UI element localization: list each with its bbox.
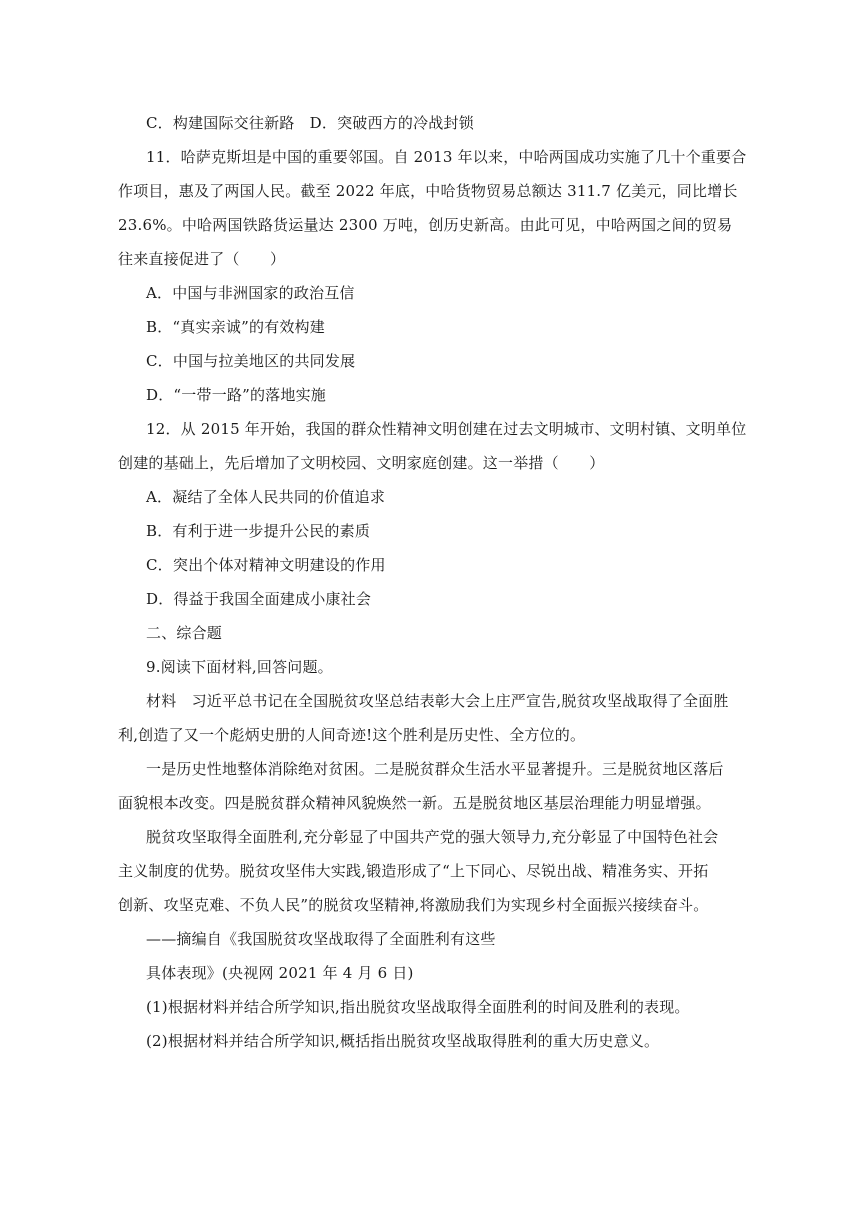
option-d-q11: D．“一带一路”的落地实施	[146, 386, 326, 404]
option-d-q12: D．得益于我国全面建成小康社会	[146, 590, 372, 608]
question-9-stem: 9.阅读下面材料,回答问题。	[146, 658, 333, 676]
question-12-stem-cont: 创建的基础上，先后增加了文明校园、文明家庭创建。这一举措（ ）	[118, 454, 605, 472]
material-paragraph-cont: 利,创造了又一个彪炳史册的人间奇迹!这个胜利是历史性、全方位的。	[118, 726, 586, 744]
option-c-q11: C．中国与拉美地区的共同发展	[146, 352, 356, 370]
material-paragraph: 材料 习近平总书记在全国脱贫攻坚总结表彰大会上庄严宣告,脱贫攻坚战取得了全面胜	[146, 692, 729, 710]
question-11-stem-cont: 作项目，惠及了两国人民。截至 2022 年底，中哈货物贸易总额达 311.7 亿美元，同比增长	[118, 182, 738, 200]
question-11-stem: 11．哈萨克斯坦是中国的重要邻国。自 2013 年以来，中哈两国成功实施了几十个重要合	[146, 148, 747, 166]
material-paragraph-cont: 创新、攻坚克难、不负人民”的脱贫攻坚精神,将激励我们为实现乡村全面振兴接续奋斗。	[118, 896, 709, 914]
material-source: ——摘编自《我国脱贫攻坚战取得了全面胜利有这些	[146, 930, 496, 948]
material-paragraph-cont: 主义制度的优势。脱贫攻坚伟大实践,锻造形成了“上下同心、尽锐出战、精准务实、开拓	[118, 862, 709, 880]
document-page	[118, 106, 747, 1058]
material-source-cont: 具体表现》(央视网 2021 年 4 月 6 日)	[146, 964, 414, 982]
sub-question-1: (1)根据材料并结合所学知识,指出脱贫攻坚战取得全面胜利的时间及胜利的表现。	[146, 998, 690, 1016]
option-a-q11: A．中国与非洲国家的政治互信	[146, 284, 355, 302]
option-b-q12: B．有利于进一步提升公民的素质	[146, 522, 371, 540]
option-c-q10: C．构建国际交往新路 D．突破西方的冷战封锁	[146, 114, 474, 132]
question-12-stem: 12．从 2015 年开始，我国的群众性精神文明创建在过去文明城市、文明村镇、文明单位	[146, 420, 747, 438]
option-b-q11: B．“真实亲诚”的有效构建	[146, 318, 325, 336]
material-paragraph: 一是历史性地整体消除绝对贫困。二是脱贫群众生活水平显著提升。三是脱贫地区落后	[146, 760, 724, 778]
sub-question-2: (2)根据材料并结合所学知识,概括指出脱贫攻坚战取得胜利的重大历史意义。	[146, 1032, 660, 1050]
question-11-stem-cont: 往来直接促进了（ ）	[118, 250, 286, 268]
section-heading: 二、综合题	[146, 624, 223, 642]
question-11-stem-cont: 23.6%。中哈两国铁路货运量达 2300 万吨，创历史新高。由此可见，中哈两国之间的贸易	[118, 216, 733, 234]
option-a-q12: A．凝结了全体人民共同的价值追求	[146, 488, 386, 506]
material-paragraph-cont: 面貌根本改变。四是脱贫群众精神风貌焕然一新。五是脱贫地区基层治理能力明显增强。	[118, 794, 711, 812]
option-c-q12: C．突出个体对精神文明建设的作用	[146, 556, 386, 574]
material-paragraph: 脱贫攻坚取得全面胜利,充分彰显了中国共产党的强大领导力,充分彰显了中国特色社会	[146, 828, 719, 846]
